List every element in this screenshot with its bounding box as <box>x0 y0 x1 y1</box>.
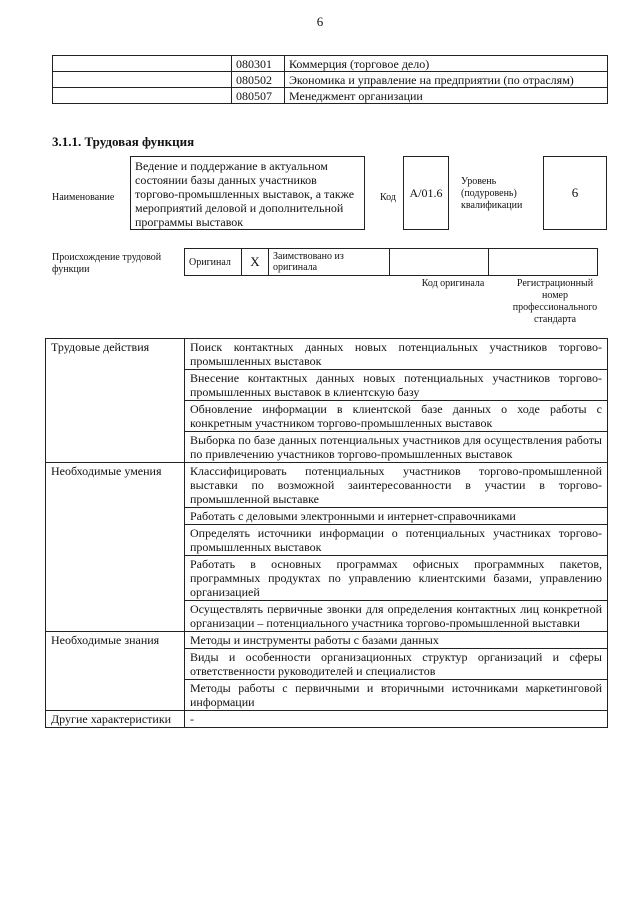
knowledge-item: Виды и особенности организационных структур организаций и сферы ответственности руководителей и специалистов <box>185 649 608 680</box>
page-number: 6 <box>316 14 324 29</box>
function-details-table <box>45 338 608 728</box>
code-original-label: Код оригинала <box>421 278 485 289</box>
code-cell: 080301 <box>232 56 285 72</box>
table-row <box>53 56 608 72</box>
labor-action-item: Обновление информации в клиентской базе данных о ходе работы с конкретным участником торгово-промышленных выставок <box>185 401 608 432</box>
reg-number-label: Регистрационный номер профессионального стандарта <box>512 278 598 325</box>
blank-cell <box>53 56 232 72</box>
table-row <box>185 249 598 276</box>
borrowed-label-cell: Заимствовано из оригинала <box>269 249 390 276</box>
blank-cell <box>53 88 232 104</box>
knowledge-item: Методы работы с первичными и вторичными источниками маркетинговой информации <box>185 680 608 711</box>
level-value: 6 <box>571 185 579 200</box>
skill-item: Работать в основных программах офисных программных пакетов, программных продуктах по управлению клиентскими базами, управлению организацией <box>185 556 608 601</box>
skills-label: Необходимые умения <box>46 463 185 632</box>
knowledge-label: Необходимые знания <box>46 632 185 711</box>
code-cell: 080507 <box>232 88 285 104</box>
code-label: Код <box>380 192 396 203</box>
specialty-codes-table <box>52 55 608 104</box>
specialty-name-cell: Коммерция (торговое дело) <box>285 56 608 72</box>
code-original-cell <box>390 249 489 276</box>
table-row <box>53 88 608 104</box>
labor-actions-label: Трудовые действия <box>46 339 185 463</box>
skill-item: Осуществлять первичные звонки для определения контактных лиц конкретной организации – потенциального участника торгово-промышленной выставки <box>185 601 608 632</box>
skill-item: Классифицировать потенциальных участников торгово-промышленной выставки по возможной заинтересованности в участии в торгово-промышленной выставке <box>185 463 608 508</box>
table-row <box>46 711 608 728</box>
other-characteristics-value: - <box>185 711 608 728</box>
labor-action-item: Внесение контактных данных новых потенциальных участников торгово-промышленных выставок в клиентскую базу <box>185 370 608 401</box>
knowledge-item: Методы и инструменты работы с базами данных <box>185 632 608 649</box>
origin-table <box>184 248 598 276</box>
specialty-name-cell: Менеджмент организации <box>285 88 608 104</box>
reg-number-cell <box>489 249 598 276</box>
labor-action-item: Выборка по базе данных потенциальных участников для осуществления работы по привлечению участников торгово-промышленных выставок <box>185 432 608 463</box>
function-code-value: A/01.6 <box>409 185 443 200</box>
origin-label: Происхождение трудовой функции <box>52 252 162 275</box>
original-label-cell: Оригинал <box>185 249 242 276</box>
labor-action-item: Поиск контактных данных новых потенциальных участников торгово-промышленных выставок <box>185 339 608 370</box>
original-mark-cell: X <box>242 249 269 276</box>
code-cell: 080502 <box>232 72 285 88</box>
table-row <box>53 72 608 88</box>
table-row <box>46 463 608 508</box>
skill-item: Определять источники информации о потенциальных участниках торгово-промышленных выставок <box>185 525 608 556</box>
level-box <box>543 156 607 230</box>
table-row <box>46 339 608 370</box>
function-code-box <box>403 156 449 230</box>
skill-item: Работать с деловыми электронными и интернет-справочниками <box>185 508 608 525</box>
other-characteristics-label: Другие характеристики <box>46 711 185 728</box>
specialty-name-cell: Экономика и управление на предприятии (по отраслям) <box>285 72 608 88</box>
level-label: Уровень (подуровень) квалификации <box>461 176 523 211</box>
function-name-box: Ведение и поддержание в актуальном состоянии базы данных участников торгово-промышленных выставок, а также мероприятий деловой и дополнительной программы выставок <box>130 156 365 230</box>
table-row <box>46 632 608 649</box>
section-title: 3.1.1. Трудовая функция <box>52 134 195 149</box>
name-label: Наименование <box>52 192 115 203</box>
blank-cell <box>53 72 232 88</box>
